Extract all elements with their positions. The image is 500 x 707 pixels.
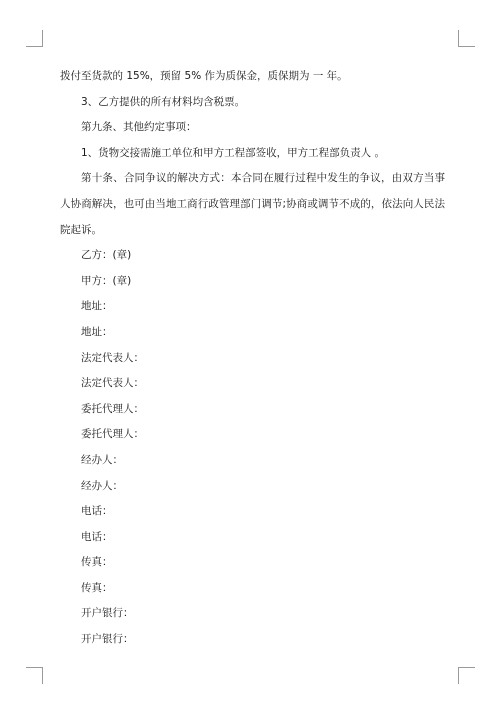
- payment-clause: 拨付至货款的 15%，预留 5% 作为质保金，质保期为 一 年。: [60, 70, 348, 82]
- fax-line: 传真：: [81, 556, 113, 569]
- document-body: [60, 64, 445, 653]
- signature-block: [60, 243, 445, 653]
- party-a-seal: 甲方：(章): [81, 274, 132, 287]
- legal-representative-line: 法定代表人：: [81, 377, 144, 390]
- authorized-agent-line: 委托代理人：: [81, 428, 144, 441]
- bank-line: 开户银行：: [81, 607, 134, 620]
- delivery-clause: 1、货物交接需施工单位和甲方工程部签收，甲方工程部负责人 。: [81, 146, 386, 159]
- handler-line: 经办人：: [81, 479, 123, 492]
- crop-mark-bottom-right: [458, 667, 475, 684]
- bank-line: 开户银行：: [81, 633, 134, 646]
- article-ten-dispute-clause: 第十条、合同争议的解决方式：本合同在履行过程中发生的争议，由双方当事人协商解决，也可由当地工商行政管理部门调节;协商或调节不成的，依法向人民法院起诉。: [60, 172, 445, 236]
- crop-mark-top-left: [26, 30, 43, 47]
- address-line: 地址：: [81, 325, 113, 338]
- tax-invoice-clause: 3、乙方提供的所有材料均含税票。: [81, 95, 246, 108]
- address-line: 地址：: [81, 300, 113, 313]
- crop-mark-bottom-left: [26, 667, 43, 684]
- authorized-agent-line: 委托代理人：: [81, 402, 144, 415]
- party-b-seal: 乙方：(章): [81, 249, 132, 262]
- phone-line: 电话：: [81, 530, 113, 543]
- legal-representative-line: 法定代表人：: [81, 351, 144, 364]
- article-nine-heading: 第九条、其他约定事项：: [81, 121, 197, 134]
- phone-line: 电话：: [81, 505, 113, 518]
- crop-mark-top-right: [458, 30, 475, 47]
- handler-line: 经办人：: [81, 453, 123, 466]
- fax-line: 传真：: [81, 581, 113, 594]
